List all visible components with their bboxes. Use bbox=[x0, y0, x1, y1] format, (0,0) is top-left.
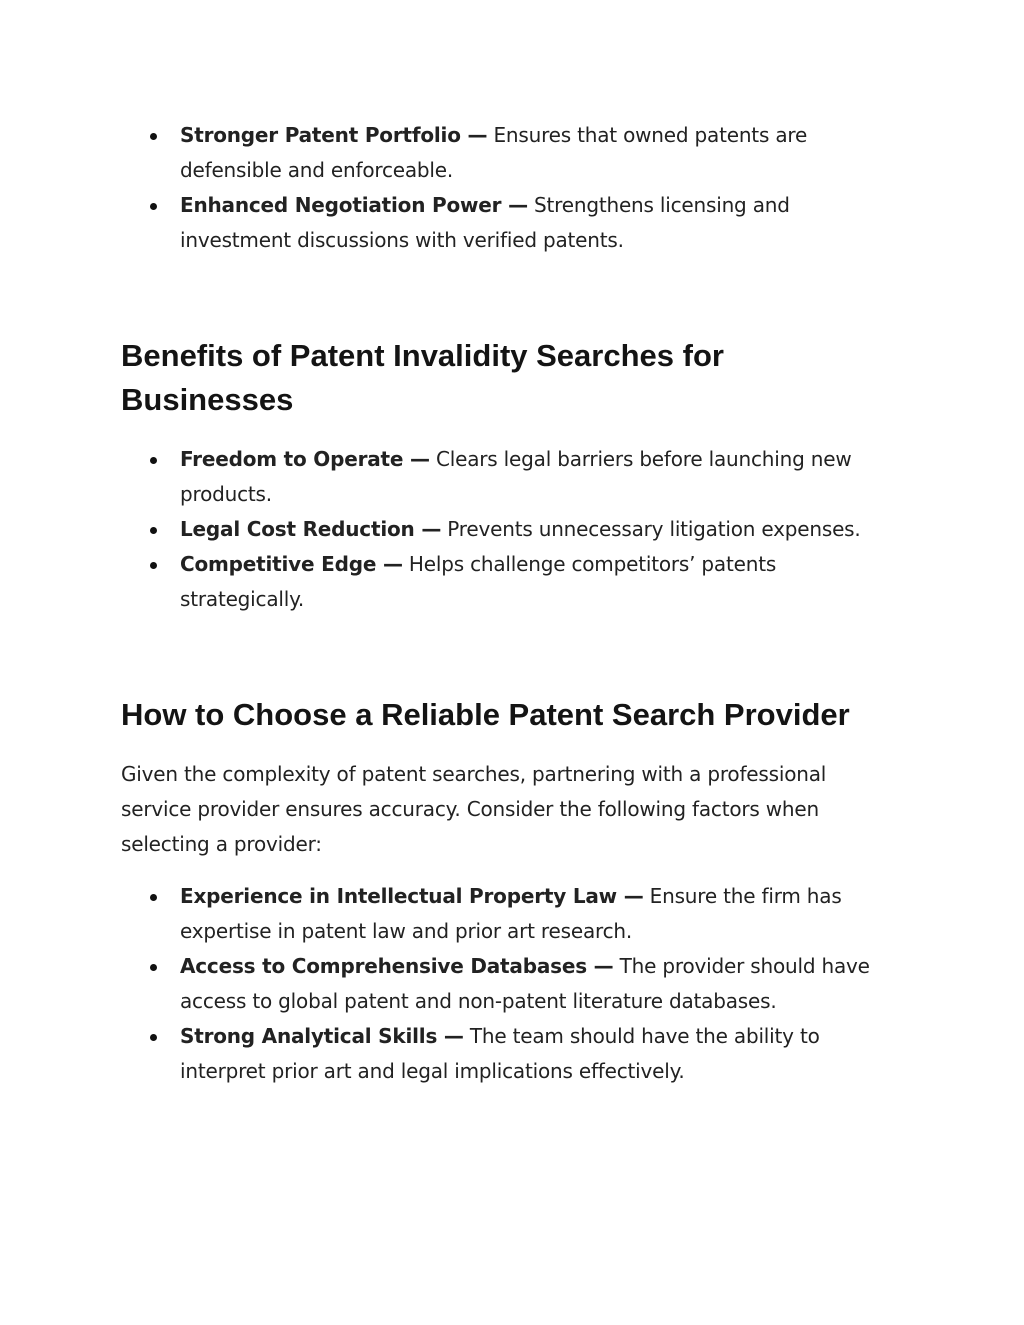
list-item bbox=[180, 188, 881, 258]
list-item-term: Freedom to Operate — bbox=[180, 447, 430, 471]
list-item-term: Legal Cost Reduction — bbox=[180, 517, 442, 541]
list-item-term: Access to Comprehensive Databases — bbox=[180, 954, 614, 978]
bullet-icon bbox=[150, 203, 157, 210]
list-item-text: Helps challenge competitors’ patents strategically. bbox=[180, 552, 777, 611]
list-item-text: The team should have the ability to interpret prior art and legal implications effectively. bbox=[180, 1024, 820, 1083]
benefits-bullet-list bbox=[121, 442, 881, 617]
list-item-text: Strengthens licensing and investment discussions with verified patents. bbox=[180, 193, 790, 252]
list-item-text: Clears legal barriers before launching new products. bbox=[180, 447, 852, 506]
list-item-text: Ensure the firm has expertise in patent law and prior art research. bbox=[180, 884, 842, 943]
list-item bbox=[180, 442, 881, 512]
list-item-term: Stronger Patent Portfolio — bbox=[180, 123, 488, 147]
bullet-icon bbox=[150, 964, 157, 971]
bullet-icon bbox=[150, 457, 157, 464]
list-item bbox=[180, 879, 881, 949]
intro-bullet-list bbox=[121, 118, 881, 258]
list-item-term: Enhanced Negotiation Power — bbox=[180, 193, 528, 217]
provider-heading: How to Choose a Reliable Patent Search Provider bbox=[121, 697, 850, 732]
bullet-icon bbox=[150, 1034, 157, 1041]
bullet-icon bbox=[150, 894, 157, 901]
provider-intro-paragraph: Given the complexity of patent searches, partnering with a professional service provider ensures accuracy. Consider the following factors when selecting a provider: bbox=[121, 762, 827, 856]
list-item bbox=[180, 512, 881, 547]
provider-bullet-list bbox=[121, 879, 881, 1089]
list-item-text: Prevents unnecessary litigation expenses. bbox=[441, 517, 861, 541]
list-item bbox=[180, 1019, 881, 1089]
list-item-text: Ensures that owned patents are defensible and enforceable. bbox=[180, 123, 808, 182]
list-item-term: Strong Analytical Skills — bbox=[180, 1024, 464, 1048]
bullet-icon bbox=[150, 562, 157, 569]
document-page bbox=[121, 118, 881, 1089]
bullet-icon bbox=[150, 527, 157, 534]
list-item-term: Competitive Edge — bbox=[180, 552, 403, 576]
list-item bbox=[180, 949, 881, 1019]
list-item-term: Experience in Intellectual Property Law — bbox=[180, 884, 644, 908]
list-item-text: The provider should have access to global patent and non-patent literature databases. bbox=[180, 954, 870, 1013]
list-item bbox=[180, 547, 881, 617]
bullet-icon bbox=[150, 133, 157, 140]
list-item bbox=[180, 118, 881, 188]
benefits-heading: Benefits of Patent Invalidity Searches for Businesses bbox=[121, 338, 724, 417]
